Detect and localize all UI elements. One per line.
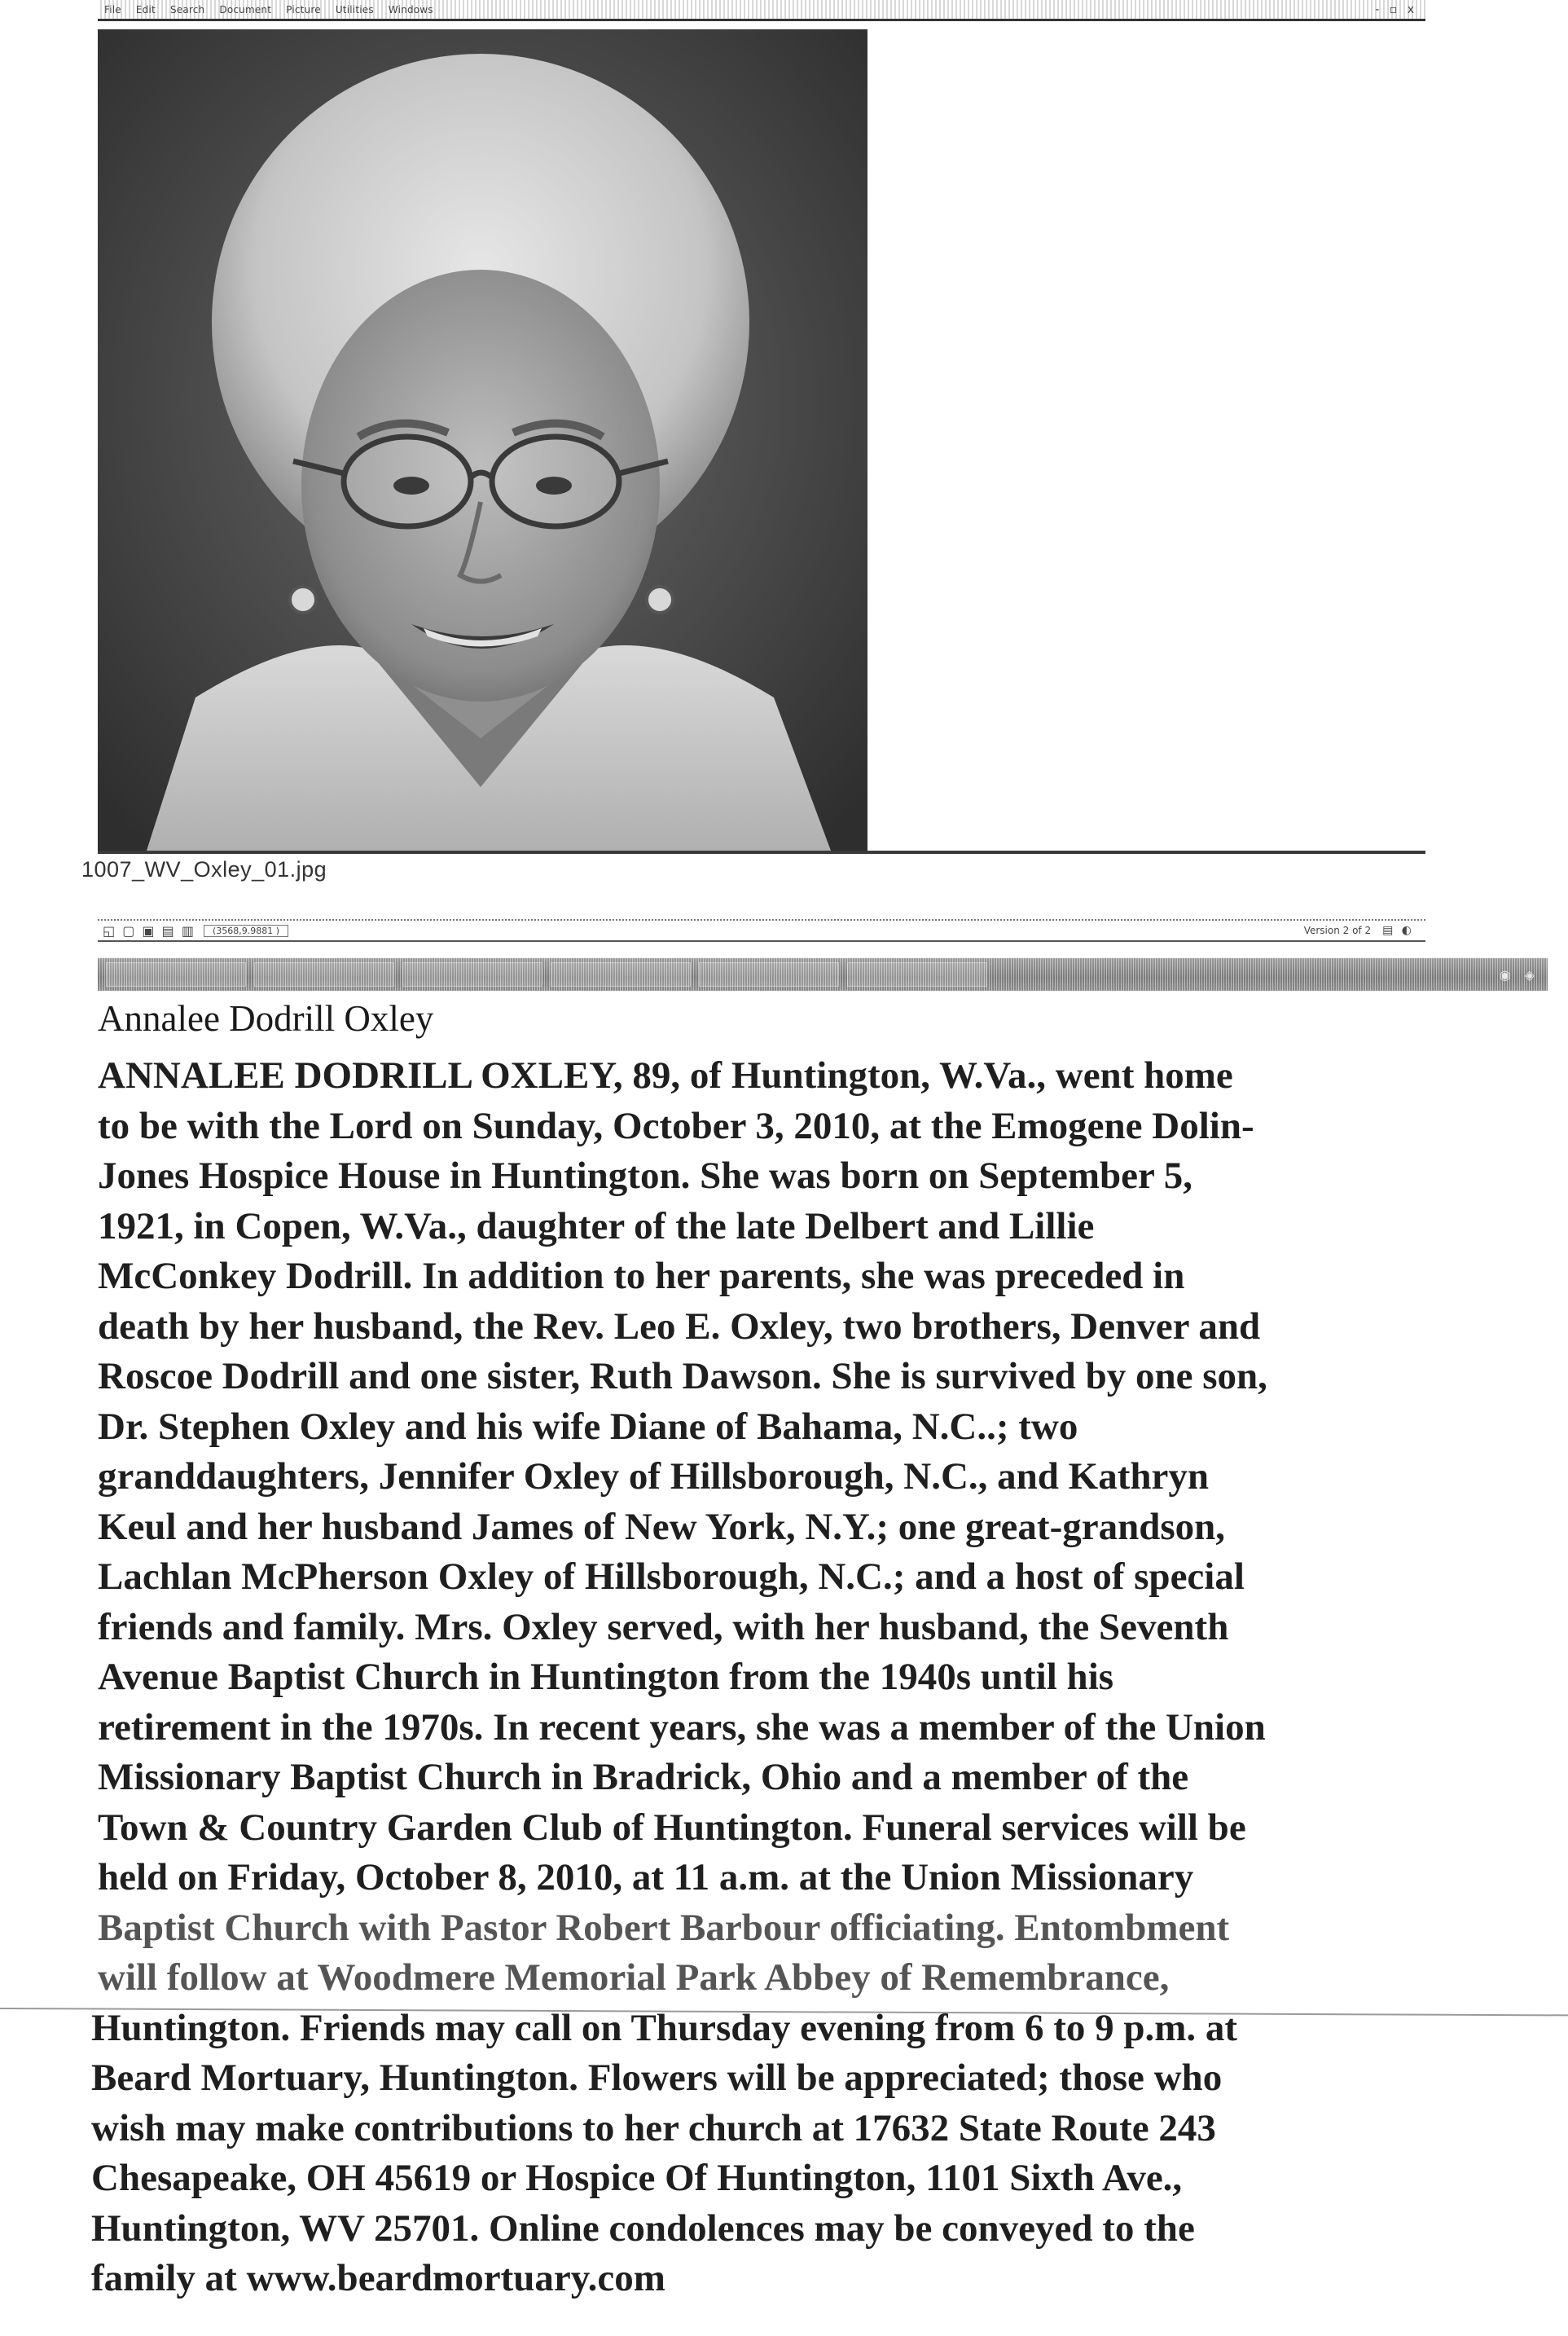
window-controls[interactable]: - ▫ x (1375, 2, 1417, 16)
menu-file[interactable]: File (104, 3, 121, 15)
obituary-line: friends and family. Mrs. Oxley served, with her husband, the Seventh (98, 1605, 1229, 1648)
photo-divider (98, 851, 1425, 854)
taskbar-button[interactable] (254, 962, 394, 987)
obituary-line: Beard Mortuary, Huntington. Flowers will be appreciated; those who (91, 2057, 1223, 2099)
obituary-line: Avenue Baptist Church in Huntington from the 1940s until his (98, 1656, 1114, 1698)
obituary-line: granddaughters, Jennifer Oxley of Hillsborough, N.C., and Kathryn (98, 1455, 1210, 1498)
obituary-line: ANNALEE DODRILL OXLEY, 89, of Huntington, W.Va., went home (98, 1054, 1233, 1097)
menu-windows[interactable]: Windows (388, 3, 433, 15)
image-toolbar (98, 919, 1425, 942)
photo-filename: 1007_WV_Oxley_01.jpg (81, 857, 327, 882)
menu-picture[interactable]: Picture (286, 3, 321, 15)
obituary-line: to be with the Lord on Sunday, October 3, 2010, at the Emogene Dolin- (98, 1104, 1254, 1147)
obituary-line: Huntington. Friends may call on Thursday evening from 6 to 9 p.m. at (91, 2006, 1238, 2049)
obituary-title: Annalee Dodrill Oxley (98, 998, 434, 1039)
obituary-line: Huntington, WV 25701. Online condolences may be conveyed to the (91, 2206, 1195, 2250)
obituary-line: Missionary Baptist Church in Bradrick, Ohio and a member of the (98, 1756, 1189, 1798)
obituary-line: Dr. Stephen Oxley and his wife Diane of Bahama, N.C..; two (98, 1405, 1078, 1448)
viewer-menu-bar (98, 0, 1425, 21)
obituary-line: retirement in the 1970s. In recent years, she was a member of the Union (98, 1705, 1266, 1749)
obituary-line: Baptist Church with Pastor Robert Barbour officiating. Entombment (98, 1906, 1230, 1949)
taskbar (98, 958, 1548, 991)
taskbar-button[interactable] (551, 962, 691, 987)
obituary-line: wish may make contributions to her church at 17632 State Route 243 (91, 2106, 1216, 2149)
obituary-line: family at www.beardmortuary.com (91, 2257, 665, 2299)
version-label: Version 2 of 2 (1303, 925, 1372, 936)
obituary-line: Keul and her husband James of New York, N.Y.; one great-grandson, (98, 1505, 1226, 1548)
obituary-body (91, 1051, 1434, 2304)
coordinate-readout: (3568,9.9881 ) (204, 925, 288, 937)
page-nav-icons[interactable]: ▤ ◐ (1382, 924, 1414, 937)
taskbar-button[interactable] (847, 962, 987, 987)
obituary-line: held on Friday, October 8, 2010, at 11 a.m. at the Union Missionary (98, 1856, 1194, 1898)
obituary-line: Chesapeake, OH 45619 or Hospice Of Huntington, 1101 Sixth Ave., (91, 2157, 1183, 2199)
menu-document[interactable]: Document (219, 3, 272, 15)
obituary-line: Roscoe Dodrill and one sister, Ruth Dawson. She is survived by one son, (98, 1355, 1267, 1397)
obituary-line: 1921, in Copen, W.Va., daughter of the late Delbert and Lillie (98, 1204, 1095, 1247)
start-button[interactable] (106, 962, 246, 987)
obituary-line: Town & Country Garden Club of Huntington. Funeral services will be (98, 1806, 1246, 1849)
obituary-line: will follow at Woodmere Memorial Park Abbey of Remembrance, (98, 1956, 1170, 1999)
obituary-line: Lachlan McPherson Oxley of Hillsborough, N.C.; and a host of special (98, 1555, 1245, 1598)
menu-edit[interactable]: Edit (135, 3, 156, 15)
portrait-photo (98, 29, 867, 851)
portrait-image (98, 29, 867, 851)
system-tray-icons[interactable]: ◉ ◈ (1499, 966, 1539, 983)
obituary-line: McConkey Dodrill. In addition to her parents, she was preceded in (98, 1255, 1185, 1297)
taskbar-button[interactable] (402, 962, 542, 987)
obituary-line: Jones Hospice House in Huntington. She was born on September 5, (98, 1155, 1193, 1197)
taskbar-button[interactable] (699, 962, 839, 987)
obituary-line: death by her husband, the Rev. Leo E. Oxley, two brothers, Denver and (98, 1304, 1261, 1348)
toolbar-icons[interactable]: ◱ ▢ ▣ ▤ ▥ (103, 922, 195, 939)
menu-search[interactable]: Search (169, 3, 205, 15)
menu-utilities[interactable]: Utilities (335, 3, 374, 15)
